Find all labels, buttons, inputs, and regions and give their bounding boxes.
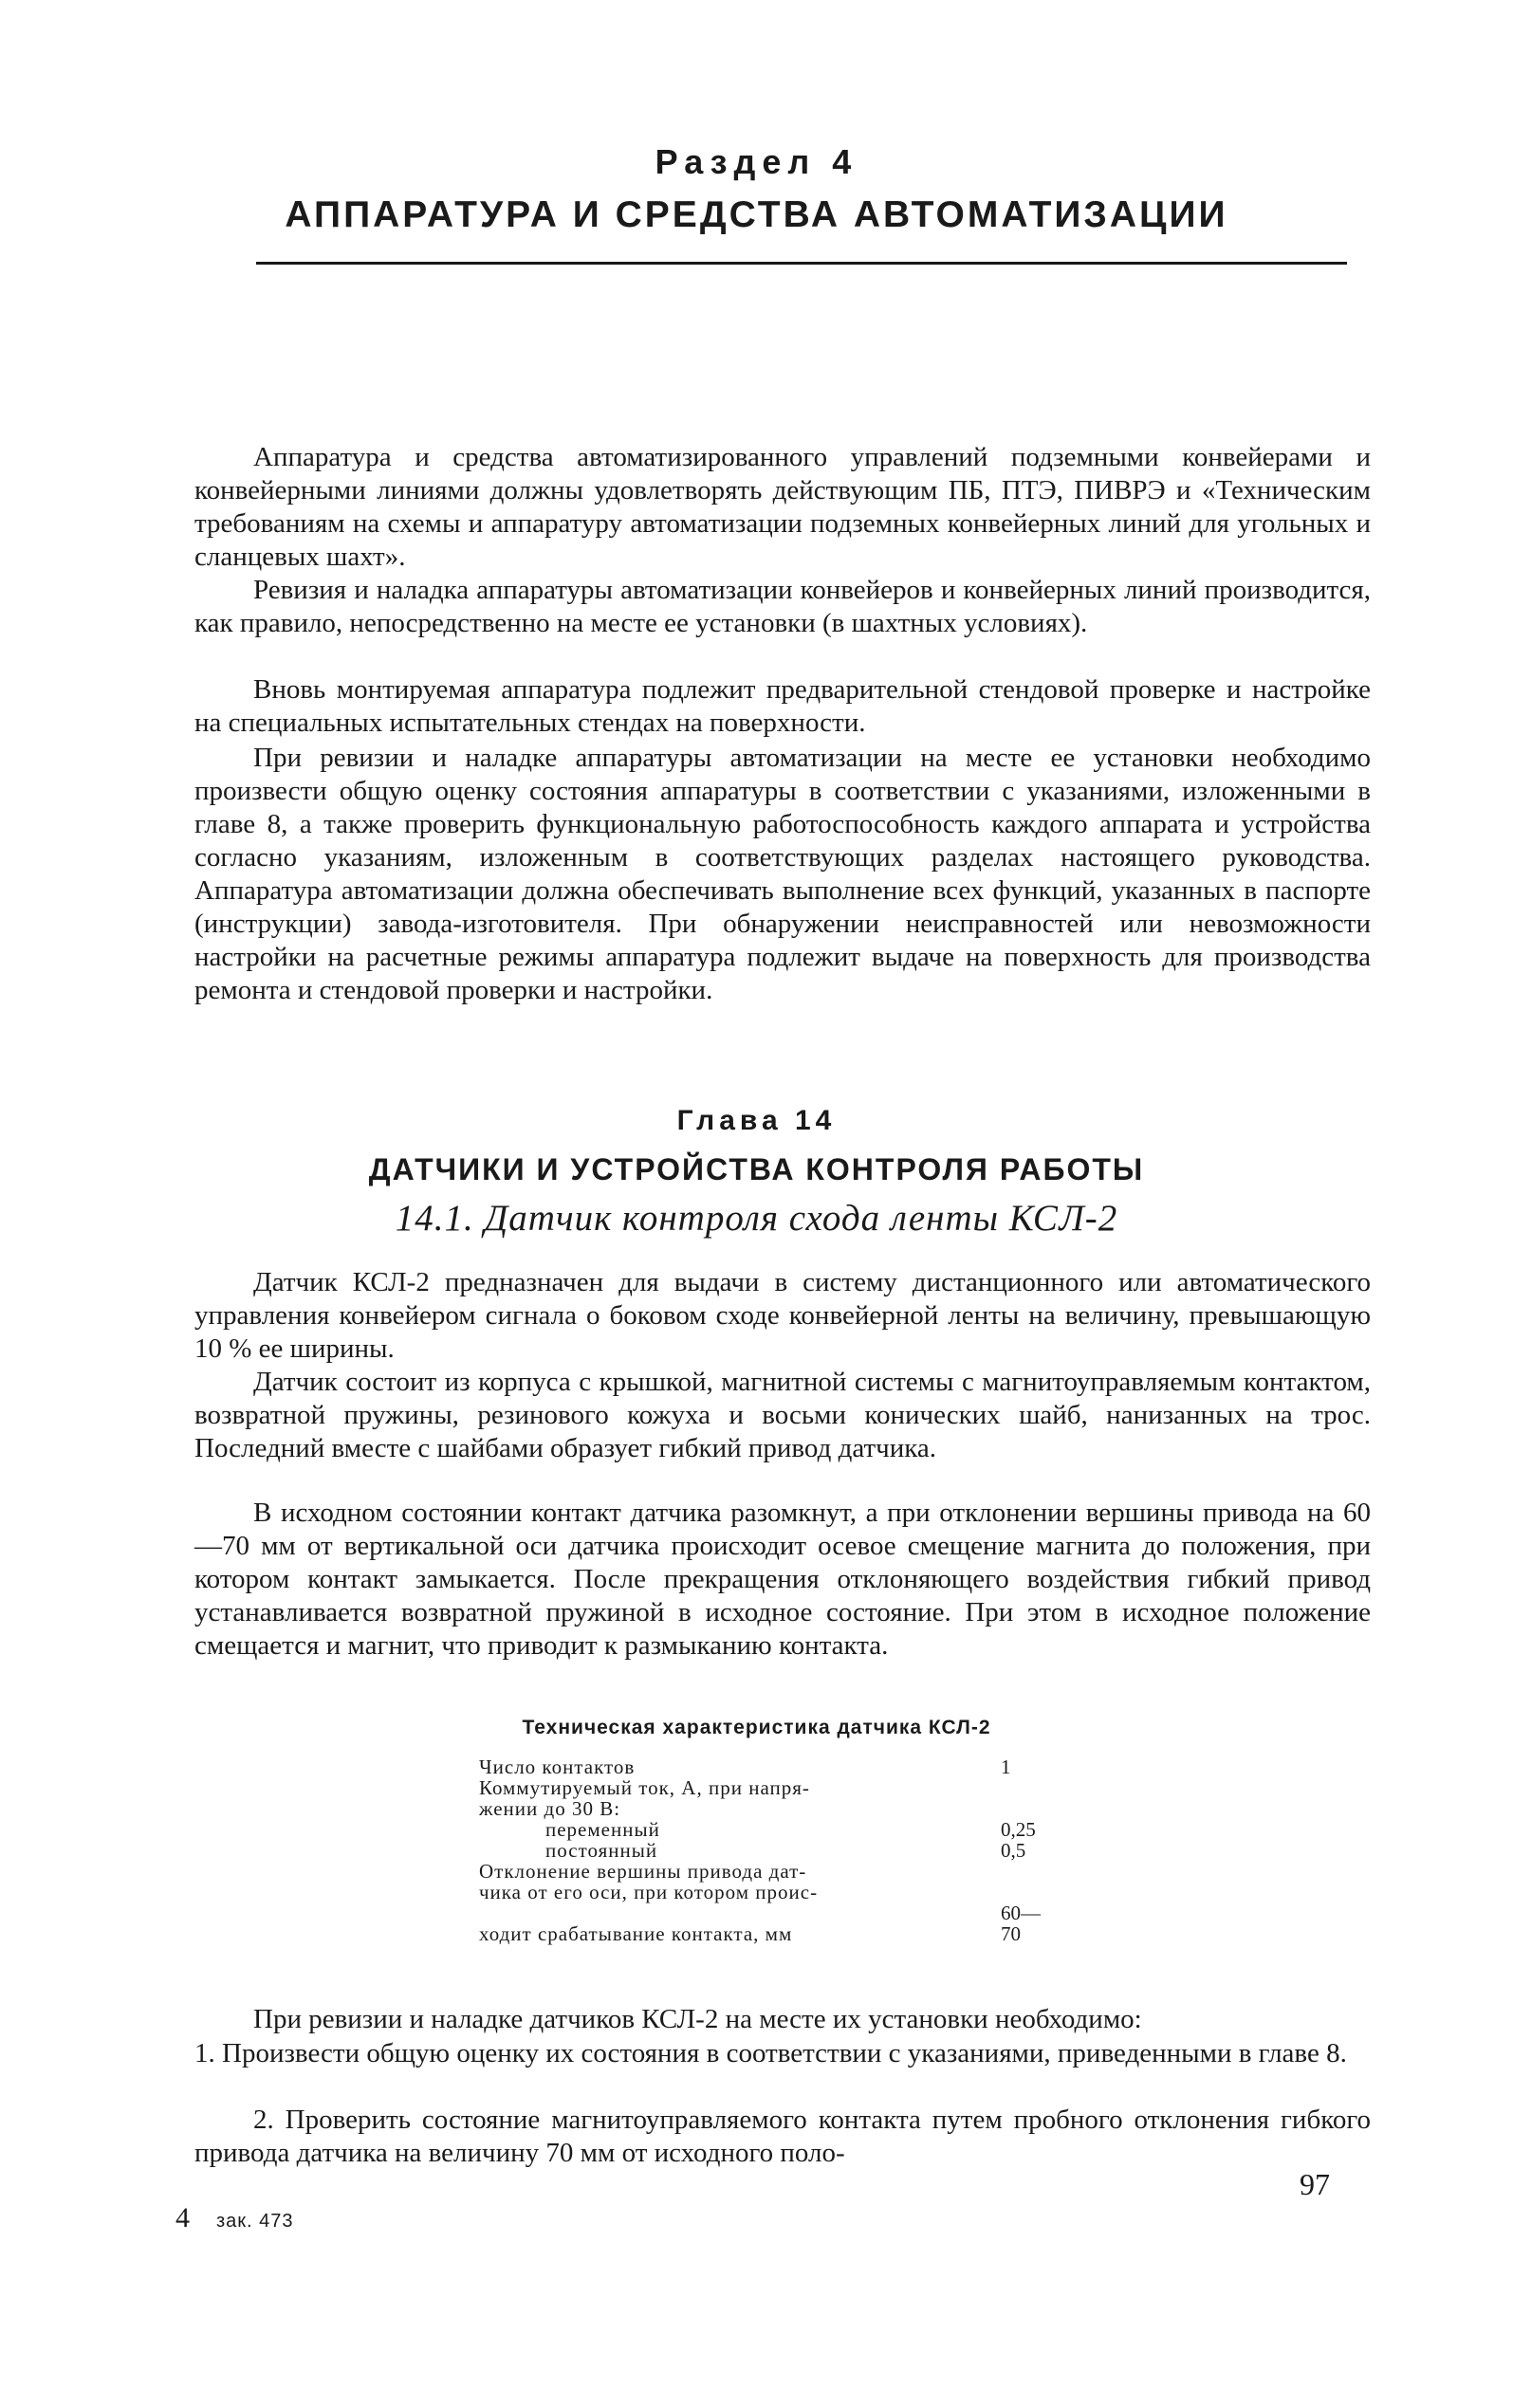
- spec-value: 60—70: [1001, 1902, 1041, 1945]
- printer-signature-line: [175, 2202, 294, 2234]
- spec-table: [479, 1756, 1048, 1944]
- chapter-paragraph-2: Датчик состоит из корпуса с крышкой, магнитной системы с магнитоуправляемым контактом, возвратной пружины, резинового кожуха и восьми конических шайб, нанизанных на трос. Последний вместе с шайбами образует гибкий привод датчика.: [194, 1367, 1371, 1463]
- spec-label: жении до 30 В:: [479, 1797, 621, 1820]
- intro-paragraph-3: Вновь монтируемая аппаратура подлежит предварительной стендовой проверке и настройке на специальных испытательных стендах на поверхности.: [194, 674, 1371, 738]
- spec-label: Отклонение вершины привода дат-: [479, 1860, 807, 1883]
- spec-heading: Техническая характеристика датчика КСЛ-2: [522, 1717, 991, 1738]
- intro-paragraph-1: Аппаратура и средства автоматизированного управлений подземными конвейерами и конвейерными линиями должны удовлетворять действующим ПБ, ПТЭ, ПИВРЭ и «Техническим требованиям на схемы и аппаратуру автоматизации подземных конвейерных линий для угольных и сланцевых шахт».: [194, 442, 1371, 572]
- spec-value: 1: [1001, 1755, 1011, 1778]
- sheet-signature: 4: [175, 2202, 190, 2233]
- chapter-paragraph-1: Датчик КСЛ-2 предназначен для выдачи в систему дистанционного или автоматического управления конвейером сигнала о боковом сходе конвейерной ленты на величину, превышающую 10 % ее ширины.: [194, 1267, 1371, 1364]
- print-order: зак. 473: [216, 2211, 294, 2232]
- spec-label: Коммутируемый ток, А, при напря-: [479, 1776, 810, 1799]
- procedure-item-1: [194, 2037, 1371, 2070]
- spec-row: [479, 1903, 1048, 1944]
- spec-row: [479, 1861, 1048, 1882]
- intro-paragraph-4: При ревизии и наладке аппаратуры автоматизации на месте ее установки необходимо произвести общую оценку состояния аппаратуры в соответствии с указаниями, изложенными в главе 8, а также проверить функциональную работоспособность каждого аппарата и устройства согласно указаниям, изложенным в соответствующих разделах настоящего руководства. Аппаратура автоматизации должна обеспечивать выполнение всех функций, указанных в паспорте (инструкции) завода-изготовителя. При обнаружении неисправностей или невозможности настройки на расчетные режимы аппаратура подлежит выдаче на поверхность для производства ремонта и стендовой проверки и настройки.: [194, 743, 1371, 1005]
- chapter-label: Глава 14: [676, 1105, 837, 1136]
- spec-row: [479, 1819, 1048, 1840]
- spec-label: чика от его оси, при котором проис-: [479, 1881, 819, 1903]
- subsection-title: 14.1. Датчик контроля схода ленты КСЛ-2: [395, 1198, 1118, 1239]
- spec-value: [991, 1882, 1048, 1903]
- chapter-title: ДАТЧИКИ И УСТРОЙСТВА КОНТРОЛЯ РАБОТЫ: [368, 1152, 1145, 1186]
- intro-paragraph-2: Ревизия и наладка аппаратуры автоматизации конвейеров и конвейерных линий производится, как правило, непосредственно на месте ее установки (в шахтных условиях).: [194, 575, 1371, 638]
- spec-value: 0,25: [1001, 1818, 1036, 1841]
- chapter-paragraph-3: В исходном состоянии контакт датчика разомкнут, а при отклонении вершины привода на 60—70 мм от вертикальной оси датчика происходит осевое смещение магнита до положения, при котором контакт замыкается. После прекращения отклоняющего воздействия гибкий привод устанавливается возвратной пружиной в исходное состояние. При этом в исходное положение смещается и магнит, что приводит к размыканию контакта.: [194, 1498, 1371, 1661]
- section-label: Раздел 4: [655, 142, 858, 181]
- spec-value: 0,5: [1001, 1839, 1026, 1862]
- procedure-item-2: 2. Проверить состояние магнитоуправляемого контакта путем пробного отклонения гибкого привода датчика на величину 70 мм от исходного поло-: [194, 2105, 1371, 2168]
- spec-row: [479, 1840, 1048, 1861]
- section-divider: [256, 262, 1347, 265]
- spec-row: [479, 1777, 1048, 1798]
- spec-label: ходит срабатывание контакта, мм: [479, 1922, 793, 1945]
- spec-value: [991, 1777, 1048, 1798]
- spec-row: [479, 1756, 1048, 1777]
- spec-label: постоянный: [545, 1839, 658, 1862]
- spec-label: Число контактов: [479, 1755, 636, 1778]
- spec-value: [991, 1798, 1048, 1819]
- page-number: 97: [1300, 2167, 1330, 2201]
- section-title: АППАРАТУРА И СРЕДСТВА АВТОМАТИЗАЦИИ: [285, 194, 1228, 235]
- procedure-item-1-text: 1. Произвести общую оценку их состояния в соответствии с указаниями, приведенными в главе 8.: [194, 2038, 1347, 2068]
- spec-label: переменный: [545, 1818, 660, 1841]
- spec-row: [479, 1798, 1048, 1819]
- procedure-intro: При ревизии и наладке датчиков КСЛ-2 на месте их установки необходимо:: [253, 2004, 1142, 2034]
- spec-row: [479, 1882, 1048, 1903]
- spec-value: [991, 1861, 1048, 1882]
